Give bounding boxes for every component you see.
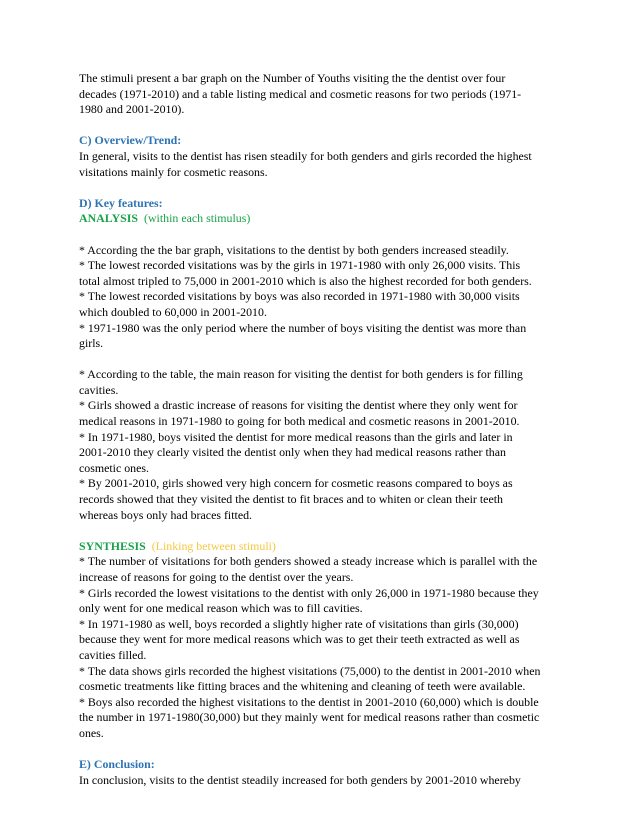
text-line: cavities filled. [79, 647, 147, 662]
text-line: * 1971-1980 was the only period where the number of boys visiting the dentist was more than [79, 320, 527, 335]
synthesis-label: SYNTHESIS [79, 538, 146, 553]
text-line: visitations mainly for cosmetic reasons. [79, 164, 268, 179]
text-line: ones. [79, 725, 104, 740]
text-line: 2001-2010 they clearly visited the dentist only when they had medical reasons rather than [79, 445, 506, 460]
text-line: * The lowest recorded visitations was by the girls in 1971-1980 with only 26,000 visits. This [79, 258, 521, 273]
text-line: which doubled to 60,000 in 2001-2010. [79, 304, 267, 319]
text-line: * Girls recorded the lowest visitations to the dentist with only 26,000 in 1971-1980 because they [79, 585, 539, 600]
analysis-note: (within each stimulus) [144, 211, 251, 226]
text-line: * In 1971-1980 as well, boys recorded a slightly higher rate of visitations than girls (30,000) [79, 616, 519, 631]
text-line: records showed that they visited the dentist to fit braces and to whiten or clean their teeth [79, 492, 503, 507]
key-features-heading: D) Key features: [79, 195, 163, 210]
synthesis-note: (Linking between stimuli) [151, 538, 276, 553]
key-features-section [79, 196, 569, 227]
document-body [79, 71, 569, 788]
text-line: * According to the table, the main reason for visiting the dentist for both genders is for filling [79, 367, 523, 382]
text-line: * Girls showed a drastic increase of reasons for visiting the dentist where they only went for [79, 398, 518, 413]
conclusion-heading: E) Conclusion: [79, 757, 155, 772]
text-line: 1980 and 2001-2010). [79, 102, 185, 117]
analysis-table-block [79, 367, 569, 523]
analysis-label: ANALYSIS [79, 211, 139, 226]
text-line: * Boys also recorded the highest visitations to the dentist in 2001-2010 (60,000) which is double [79, 694, 539, 709]
text-line: * The data shows girls recorded the highest visitations (75,000) to the dentist in 2001-2010 when [79, 663, 541, 678]
text-line: * According the the bar graph, visitations to the dentist by both genders increased steadily. [79, 242, 509, 257]
synthesis-heading-line [79, 539, 569, 555]
text-line: total almost tripled to 75,000 in 2001-2010 which is also the highest recorded for both genders. [79, 273, 532, 288]
text-line: cosmetic ones. [79, 460, 150, 475]
text-line: decades (1971-2010) and a table listing medical and cosmetic reasons for two periods (1971- [79, 86, 522, 101]
conclusion-section [79, 757, 569, 788]
text-line: medical reasons in 1971-1980 to going for both medical and cosmetic reasons in 2001-2010. [79, 414, 520, 429]
text-line: because they went for more medical reasons which was to get their teeth extracted as well as [79, 632, 520, 647]
text-line: whereas boys only had braces fitted. [79, 507, 253, 522]
synthesis-section [79, 539, 569, 742]
text-line: The stimuli present a bar graph on the Number of Youths visiting the the dentist over four [79, 71, 506, 85]
overview-heading: C) Overview/Trend: [79, 133, 182, 148]
text-line: * In 1971-1980, boys visited the dentist for more medical reasons than the girls and later in [79, 429, 513, 444]
text-line: In general, visits to the dentist has risen steadily for both genders and girls recorded the highest [79, 148, 532, 163]
text-line: cavities. [79, 382, 119, 397]
text-line: * The lowest recorded visitations by boys was also recorded in 1971-1980 with 30,000 visits [79, 289, 520, 304]
text-line: cosmetic treatments like fitting braces and the whitening and cleaning of teeth were available. [79, 679, 526, 694]
text-line: girls. [79, 336, 104, 351]
analysis-heading-line [79, 211, 569, 227]
overview-section [79, 133, 569, 180]
text-line: increase of reasons for going to the dentist over the years. [79, 570, 354, 584]
analysis-bar-graph-block [79, 243, 569, 352]
text-line: * By 2001-2010, girls showed very high concern for cosmetic reasons compared to boys as [79, 476, 513, 491]
text-line: the number in 1971-1980(30,000) but they mainly went for medical reasons rather than cosmetic [79, 710, 540, 725]
intro-paragraph [79, 71, 569, 118]
text-line: * The number of visitations for both genders showed a steady increase which is parallel with the [79, 554, 538, 569]
text-line: In conclusion, visits to the dentist steadily increased for both genders by 2001-2010 whereby [79, 772, 521, 787]
text-line: only went for one medical reason which was to fill cavities. [79, 601, 363, 616]
